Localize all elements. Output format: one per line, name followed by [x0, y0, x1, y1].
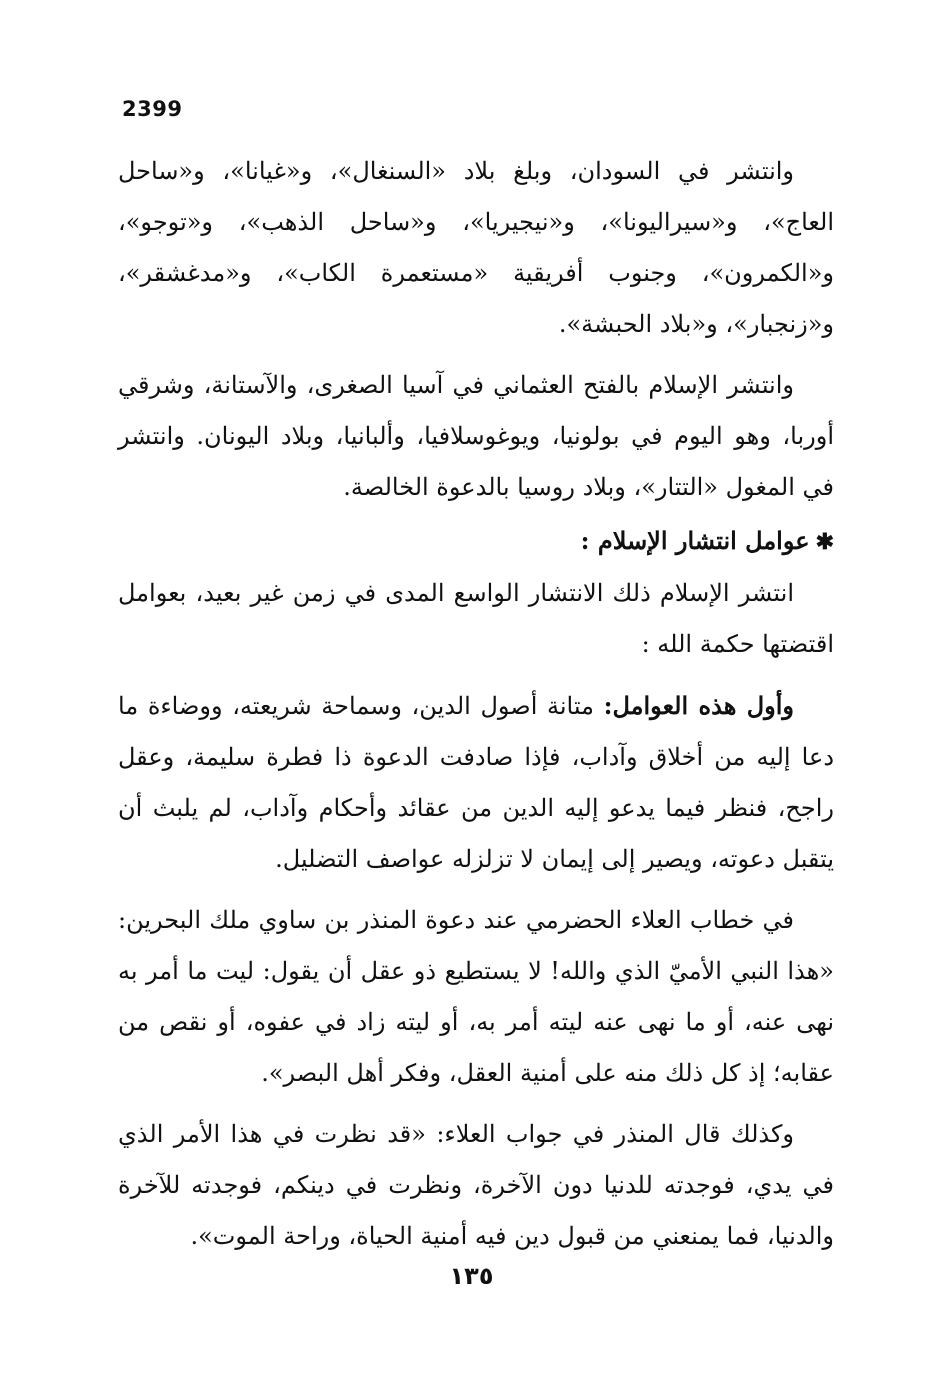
- page-number: ١٣٥: [449, 1262, 494, 1290]
- section-heading-text: عوامل انتشار الإسلام :: [580, 526, 810, 555]
- first-factor-lead: وأول هذه العوامل:: [603, 691, 795, 720]
- star-icon: ✱: [815, 529, 834, 555]
- paragraph-spread-ottoman: وانتشر الإسلام بالفتح العثماني في آسيا الصغرى، والآستانة، وشرقي أوربا، وهو اليوم في بولونيا، ويوغوسلافيا، وألبانيا، وبلاد اليونان. وانتشر في المغول «التتار»، وبلاد روسيا بالدعوة الخالصة.: [118, 371, 834, 501]
- paragraph-spread-africa: وانتشر في السودان، وبلغ بلاد «السنغال»، و«غيانا»، و«ساحل العاج»، و«سيراليونا»، و«نيجيريا»، و«ساحل الذهب»، و«توجو»، و«الكمرون»، وجنوب أفريقية «مستعمرة الكاب»، و«مدغشقر»، و«زنجبار»، و«بلاد الحبشة».: [118, 157, 834, 338]
- paragraph-intro-factors: انتشر الإسلام ذلك الانتشار الواسع المدى في زمن غير بعيد، بعوامل اقتضتها حكمة الله :: [118, 579, 834, 658]
- section-heading: [118, 515, 834, 568]
- first-factor-text: متانة أصول الدين، وسماحة شريعته، ووضاءة ما دعا إليه من أخلاق وآداب، فإذا صادفت الدعوة ذا فطرة سليمة، وعقل راجح، فنظر فيما يدعو إليه الدين من عقائد وأحكام وآداب، لم يلبث أن يتقبل دعوته، ويصير إلى إيمان لا تزلزله عواصف التضليل.: [118, 692, 835, 873]
- scan-id: 2399: [122, 97, 183, 121]
- paragraph-first-factor: [118, 680, 834, 885]
- paragraph-mundhir-reply: وكذلك قال المنذر في جواب العلاء: «قد نظرت في هذا الأمر الذي في يدي، فوجدته للدنيا دون الآخرة، ونظرت في دينكم، فوجدته للآخرة والدنيا، فما يمنعني من قبول دين فيه أمنية الحياة، وراحة الموت».: [118, 1120, 834, 1250]
- page-body: [118, 146, 834, 1262]
- paragraph-alaa-speech: في خطاب العلاء الحضرمي عند دعوة المنذر بن ساوي ملك البحرين: «هذا النبي الأميّ الذي والله! لا يستطيع ذو عقل أن يقول: ليت ما أمر به نهى عنه، أو ما نهى عنه ليته أمر به، أو ليته زاد في عفوه، أو نقص من عقابه؛ إذ كل ذلك منه على أمنية العقل، وفكر أهل البصر».: [118, 906, 834, 1087]
